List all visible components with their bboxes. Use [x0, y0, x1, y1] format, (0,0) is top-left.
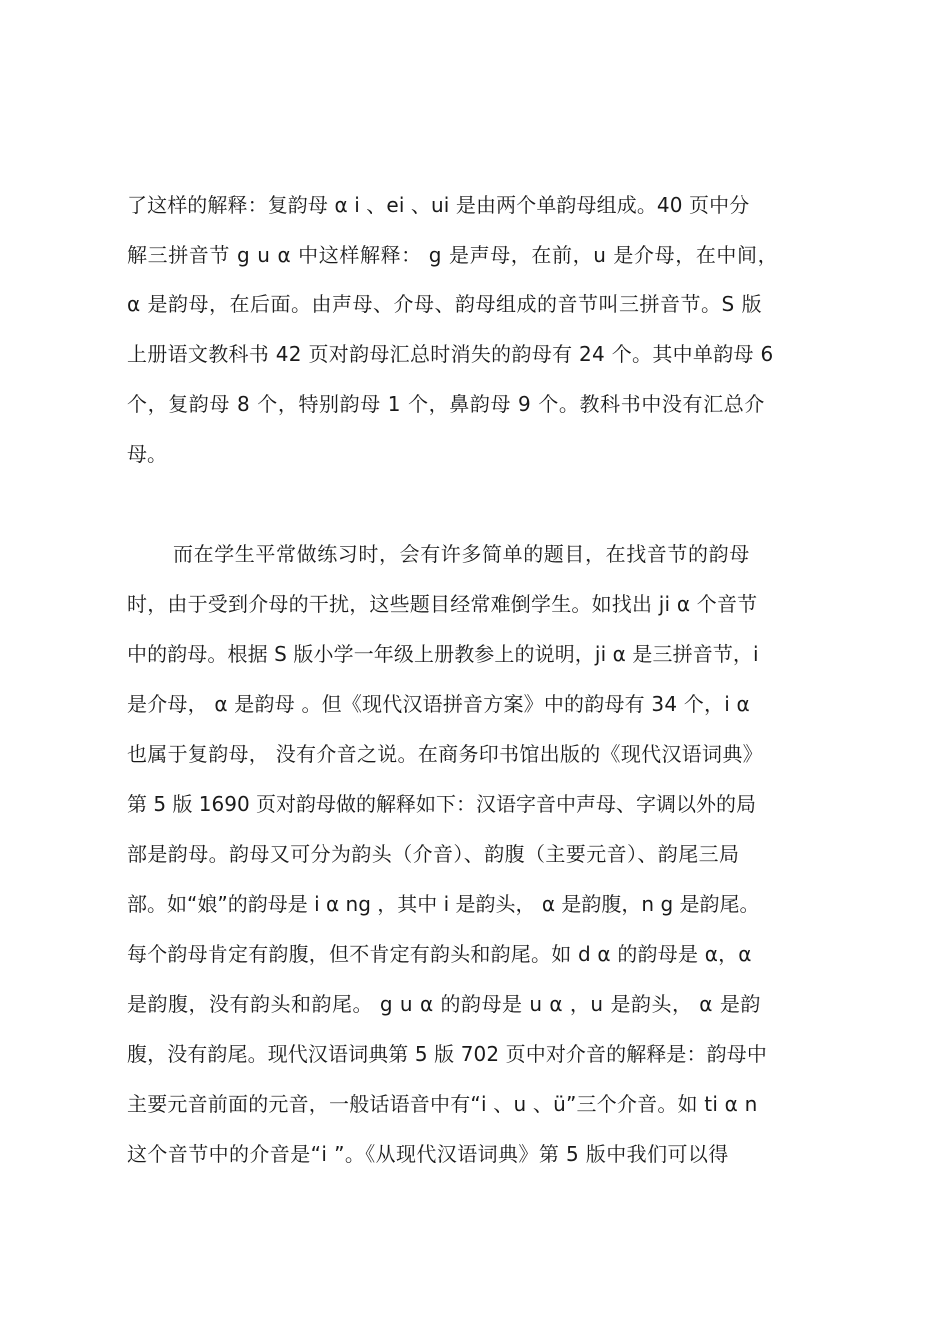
text-line: 部。如“娘”的韵母是 i α ng ，其中 i 是韵头， α 是韵腹，n g 是韵尾。	[127, 892, 760, 916]
text-line: 上册语文教科书 42 页对韵母汇总时消失的韵母有 24 个。其中单韵母 6	[127, 342, 774, 366]
text-line: 这个音节中的介音是“i ”。《从现代汉语词典》第 5 版中我们可以得	[127, 1142, 729, 1166]
text-line: 每个韵母肯定有韵腹，但不肯定有韵头和韵尾。如 d α 的韵母是 α，α	[127, 942, 752, 966]
text-line: 而在学生平常做练习时，会有许多简单的题目，在找音节的韵母	[173, 542, 750, 566]
text-line: 母。	[127, 442, 167, 466]
text-line: 主要元音前面的元音，一般话语音中有“i 、u 、ü”三个介音。如 ti α n	[127, 1092, 758, 1116]
text-line: α 是韵母，在后面。由声母、介母、韵母组成的音节叫三拼音节。S 版	[127, 292, 763, 316]
text-line: 也属于复韵母， 没有介音之说。在商务印书馆出版的《现代汉语词典》	[127, 742, 763, 766]
text-line: 腹，没有韵尾。现代汉语词典第 5 版 702 页中对介音的解释是：韵母中	[127, 1042, 767, 1066]
text-line: 是韵腹，没有韵头和韵尾。 g u α 的韵母是 u α ，u 是韵头， α 是韵	[127, 992, 761, 1016]
text-line: 部是韵母。韵母又可分为韵头（介音）、韵腹（主要元音）、韵尾三局	[127, 842, 740, 866]
text-line: 了这样的解释：复韵母 α i 、ei 、ui 是由两个单韵母组成。40 页中分	[127, 193, 750, 217]
text-line: 第 5 版 1690 页对韵母做的解释如下：汉语字音中声母、字调以外的局	[127, 792, 757, 816]
text-line: 是介母， α 是韵母 。但《现代汉语拼音方案》中的韵母有 34 个，i α	[127, 692, 750, 716]
text-line: 中的韵母。根据 S 版小学一年级上册教参上的说明，ji α 是三拼音节，i	[127, 642, 759, 666]
text-line: 个，复韵母 8 个，特别韵母 1 个，鼻韵母 9 个。教科书中没有汇总介	[127, 392, 765, 416]
text-line: 时，由于受到介母的干扰，这些题目经常难倒学生。如找出 ji α 个音节	[127, 592, 758, 616]
text-line: 解三拼音节 g u α 中这样解释： g 是声母，在前，u 是介母，在中间，	[127, 243, 779, 267]
